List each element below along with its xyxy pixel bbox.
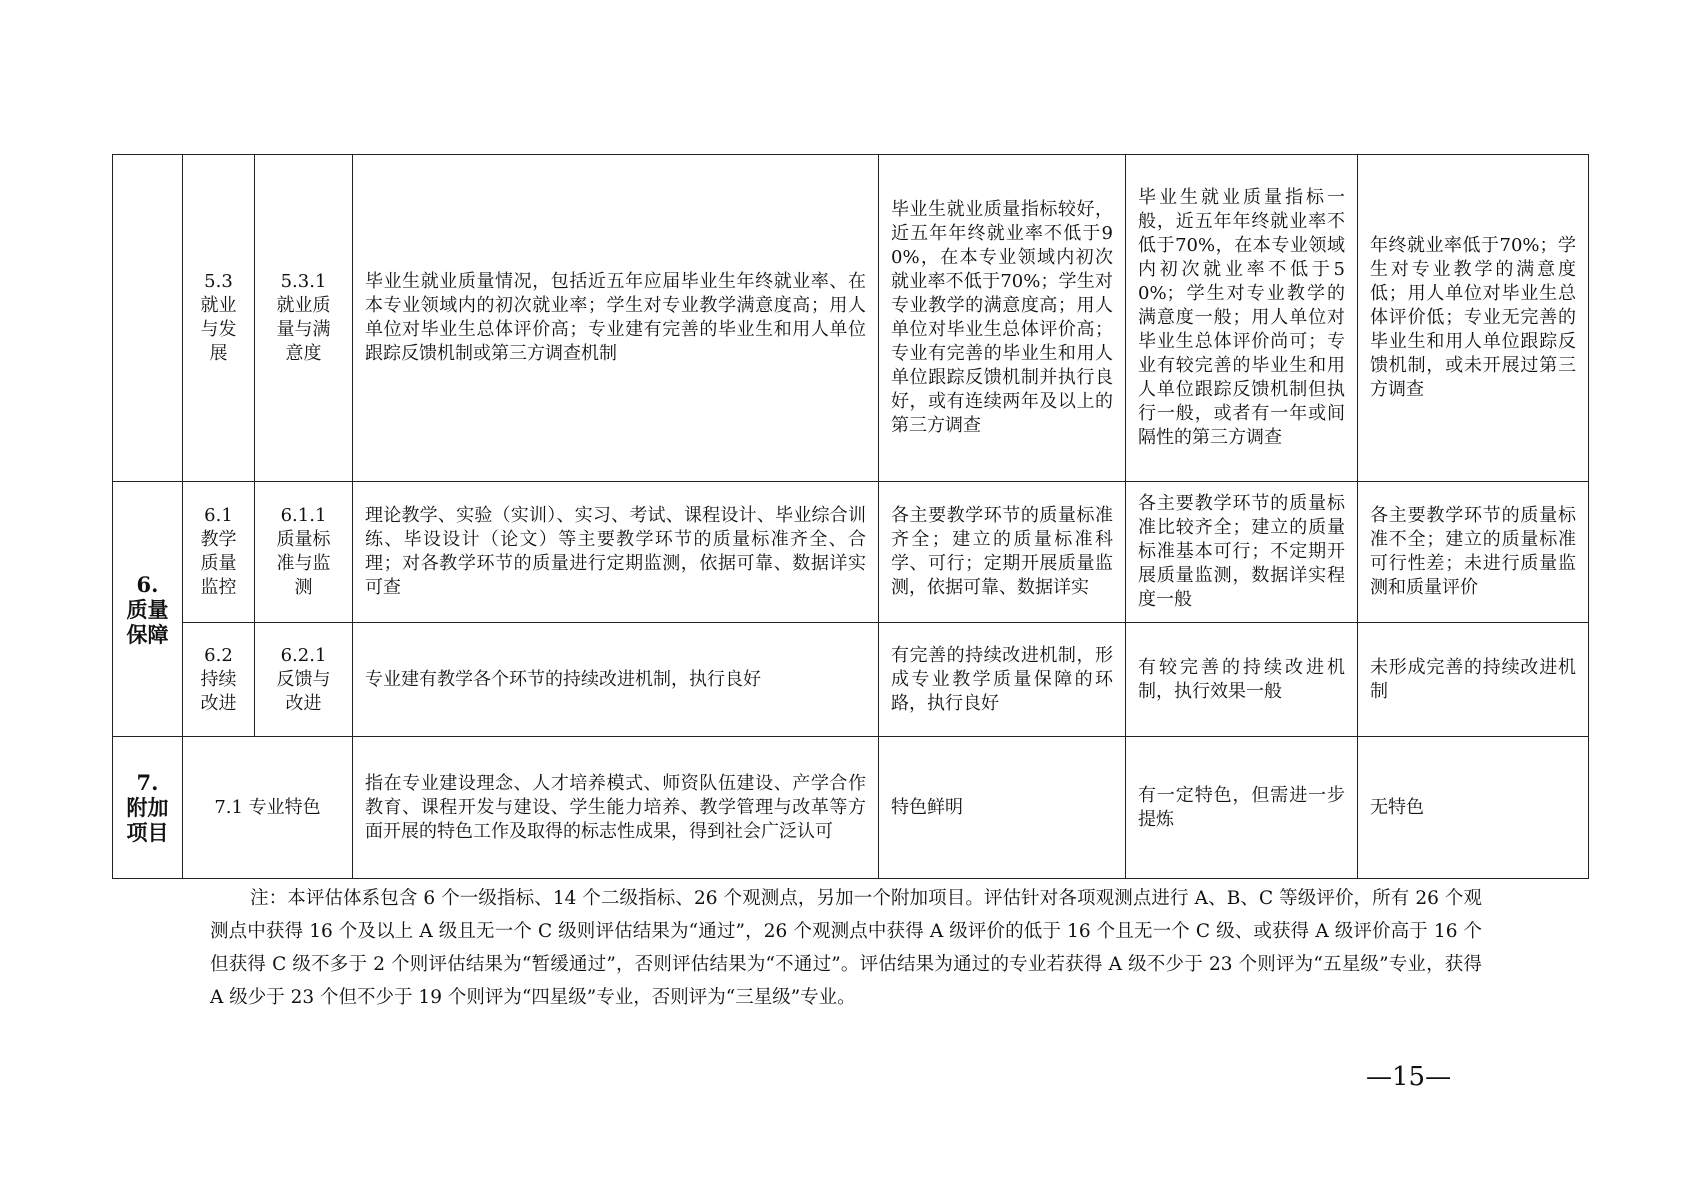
level1-cell xyxy=(113,737,183,879)
grade-c-cell: 各主要教学环节的质量标准不全；建立的质量标准可行性差；未进行质量监测和质量评价 xyxy=(1358,482,1589,623)
grade-a-cell: 各主要教学环节的质量标准齐全；建立的质量标准科学、可行；定期开展质量监测，依据可靠、数据详实 xyxy=(879,482,1126,623)
grade-b-cell: 毕业生就业质量指标一般，近五年年终就业率不低于70%，在本专业领域内初次就业率不低于50%；学生对专业教学的满意度一般；用人单位对毕业生总体评价尚可；专业有较完善的毕业生和用人单位跟踪反馈机制但执行一般，或者有一年或间隔性的第三方调查 xyxy=(1126,155,1358,482)
level2-label: 6.1 教学 质量 监控 xyxy=(200,505,237,598)
grade-a-cell: 有完善的持续改进机制，形成专业教学质量保障的环路，执行良好 xyxy=(879,623,1126,737)
level2-label: 6.2 持续 改进 xyxy=(200,644,237,714)
grade-c-cell: 未形成完善的持续改进机制 xyxy=(1358,623,1589,737)
content-cell: 理论教学、实验（实训）、实习、考试、课程设计、毕业综合训练、毕设设计（论文）等主要教学环节的质量标准齐全、合理；对各教学环节的质量进行定期监测，依据可靠、数据详实可查 xyxy=(353,482,879,623)
grade-a-cell: 毕业生就业质量指标较好，近五年年终就业率不低于90%，在本专业领域内初次就业率不低于70%；学生对专业教学的满意度高；用人单位对毕业生总体评价高；专业有完善的毕业生和用人单位跟踪反馈机制并执行良好，或有连续两年及以上的第三方调查 xyxy=(879,155,1126,482)
table-row-7-1 xyxy=(113,737,1589,879)
grade-b-cell: 有较完善的持续改进机制，执行效果一般 xyxy=(1126,623,1358,737)
evaluation-table xyxy=(112,154,1589,879)
level2-cell xyxy=(183,155,255,482)
page-number: —15— xyxy=(1366,1062,1452,1092)
observation-point-label: 6.2.1 反馈与 改进 xyxy=(276,644,331,714)
table-row-6-1 xyxy=(113,482,1589,623)
table-row-6-2 xyxy=(113,623,1589,737)
level2-cell: 7.1 专业特色 xyxy=(183,737,353,879)
observation-point-label: 5.3.1 就业质 量与满 意度 xyxy=(276,271,331,364)
grade-c-cell: 年终就业率低于70%；学生对专业教学的满意度低；用人单位对毕业生总体评价低；专业无完善的毕业生和用人单位跟踪反馈机制，或未开展过第三方调查 xyxy=(1358,155,1589,482)
table-row-5-3 xyxy=(113,155,1589,482)
level2-cell xyxy=(183,623,255,737)
level2-label: 5.3 就业 与发 展 xyxy=(200,271,237,364)
content-cell: 毕业生就业质量情况，包括近五年应届毕业生年终就业率、在本专业领域内的初次就业率；学生对专业教学满意度高；用人单位对毕业生总体评价高；专业建有完善的毕业生和用人单位跟踪反馈机制或第三方调查机制 xyxy=(353,155,879,482)
observation-point-label: 6.1.1 质量标 准与监 测 xyxy=(276,505,331,598)
observation-point-cell xyxy=(255,482,353,623)
content-cell: 指在专业建设理念、人才培养模式、师资队伍建设、产学合作教育、课程开发与建设、学生能力培养、教学管理与改革等方面开展的特色工作及取得的标志性成果，得到社会广泛认可 xyxy=(353,737,879,879)
level1-label: 7. 附加 项目 xyxy=(126,770,169,845)
grade-c-cell: 无特色 xyxy=(1358,737,1589,879)
level1-label: 6. 质量 保障 xyxy=(126,571,169,647)
footnote xyxy=(210,882,1482,1014)
content-cell: 专业建有教学各个环节的持续改进机制，执行良好 xyxy=(353,623,879,737)
level1-cell-empty xyxy=(113,155,183,482)
footnote-text: 注：本评估体系包含 6 个一级指标、14 个二级指标、26 个观测点，另加一个附加项目。评估针对各项观测点进行 A、B、C 等级评价，所有 26 个观测点中获得 16 个及以上 A 级且无一个 C 级则评估结果为“通过”，26 个观测点中获得 A 级评价的低于 16 个且无一个 C 级、或获得 A 级评价高于 16 个但获得 C 级不多于 2 个则评估结果为“暂缓通过”，否则评估结果为“不通过”。评估结果为通过的专业若获得 A 级不少于 23 个则评为“五星级”专业，获得 A 级少于 23 个但不少于 19 个则评为“四星级”专业，否则评为“三星级”专业。 xyxy=(210,888,1482,1008)
level2-cell xyxy=(183,482,255,623)
observation-point-cell xyxy=(255,623,353,737)
grade-b-cell: 有一定特色，但需进一步提炼 xyxy=(1126,737,1358,879)
observation-point-cell xyxy=(255,155,353,482)
grade-a-cell: 特色鲜明 xyxy=(879,737,1126,879)
level1-cell xyxy=(113,482,183,737)
grade-b-cell: 各主要教学环节的质量标准比较齐全；建立的质量标准基本可行；不定期开展质量监测，数据详实程度一般 xyxy=(1126,482,1358,623)
